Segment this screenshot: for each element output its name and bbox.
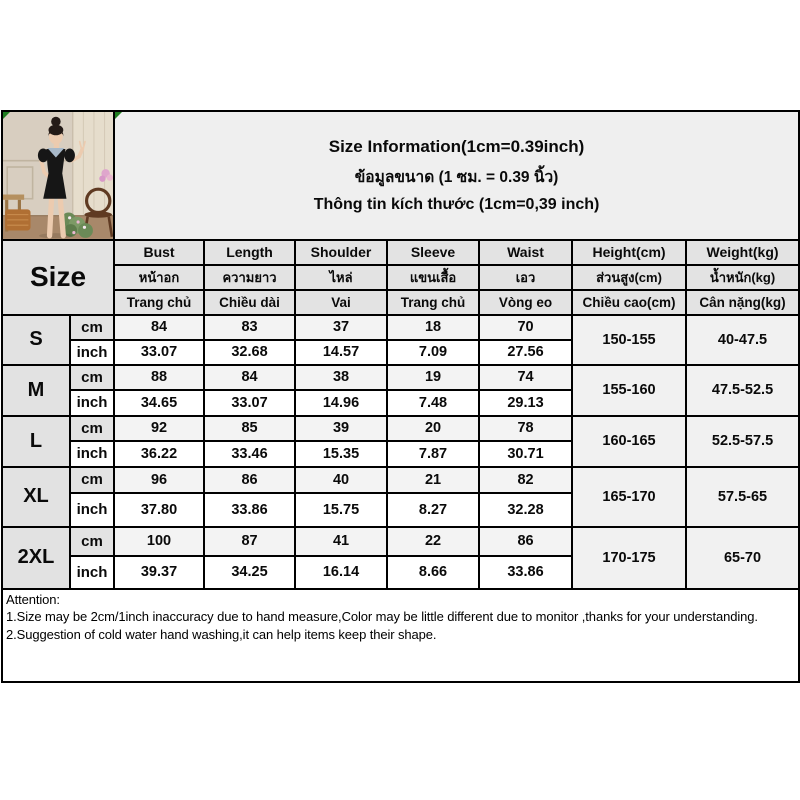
value-xl-inch-2: 15.75	[295, 493, 387, 527]
cell-flag-icon	[115, 112, 122, 119]
value-s-inch-3: 7.09	[387, 340, 479, 365]
value-l-cm-3: 20	[387, 416, 479, 441]
value-m-inch-1: 33.07	[204, 390, 295, 416]
unit-label-cm: cm	[70, 467, 114, 493]
col-header-shoulder-th: ไหล่	[295, 265, 387, 290]
value-xl-cm-1: 86	[204, 467, 295, 493]
value-xl-inch-0: 37.80	[114, 493, 204, 527]
value-m-inch-0: 34.65	[114, 390, 204, 416]
col-header-bust-vi: Trang chủ	[114, 290, 204, 315]
unit-label-cm: cm	[70, 527, 114, 556]
value-l-inch-2: 15.35	[295, 441, 387, 467]
attention-line-2: 2.Suggestion of cold water hand washing,it can help items keep their shape.	[6, 626, 437, 642]
height-range-m: 155-160	[572, 365, 686, 416]
col-header-heightcm-vi: Chiều cao(cm)	[572, 290, 686, 315]
value-l-inch-3: 7.87	[387, 441, 479, 467]
col-header-heightcm-en: Height(cm)	[572, 240, 686, 265]
unit-label-cm: cm	[70, 365, 114, 390]
value-xl-cm-4: 82	[479, 467, 572, 493]
size-info-title-cell	[114, 111, 799, 240]
col-header-waist-en: Waist	[479, 240, 572, 265]
value-s-inch-4: 27.56	[479, 340, 572, 365]
title-english: Size Information(1cm=0.39inch)	[328, 136, 585, 156]
attention-note	[1, 590, 800, 683]
value-m-inch-2: 14.96	[295, 390, 387, 416]
value-xl-cm-2: 40	[295, 467, 387, 493]
col-header-weightkg-en: Weight(kg)	[686, 240, 799, 265]
value-l-cm-4: 78	[479, 416, 572, 441]
size-label-xl: XL	[2, 467, 70, 527]
value-m-cm-1: 84	[204, 365, 295, 390]
col-header-length-vi: Chiều dài	[204, 290, 295, 315]
unit-label-inch: inch	[70, 340, 114, 365]
value-l-cm-1: 85	[204, 416, 295, 441]
value-2xl-inch-0: 39.37	[114, 556, 204, 589]
value-l-inch-1: 33.46	[204, 441, 295, 467]
value-s-cm-1: 83	[204, 315, 295, 340]
value-2xl-cm-2: 41	[295, 527, 387, 556]
unit-label-cm: cm	[70, 416, 114, 441]
value-m-cm-3: 19	[387, 365, 479, 390]
weight-range-l: 52.5-57.5	[686, 416, 799, 467]
unit-label-inch: inch	[70, 390, 114, 416]
value-2xl-inch-2: 16.14	[295, 556, 387, 589]
height-range-s: 150-155	[572, 315, 686, 365]
size-label-2xl: 2XL	[2, 527, 70, 589]
size-table	[1, 110, 800, 590]
product-photo	[3, 112, 113, 239]
col-header-weightkg-vi: Cân nặng(kg)	[686, 290, 799, 315]
row-l-cm	[2, 416, 799, 441]
size-column-header: Size	[2, 240, 114, 315]
col-header-shoulder-vi: Vai	[295, 290, 387, 315]
col-header-sleeve-en: Sleeve	[387, 240, 479, 265]
cell-flag-icon	[3, 112, 10, 119]
value-l-cm-2: 39	[295, 416, 387, 441]
value-2xl-cm-3: 22	[387, 527, 479, 556]
attention-title: Attention:	[6, 591, 60, 607]
attention-line-1: 1.Size may be 2cm/1inch inaccuracy due to hand measure,Color may be little different due to monitor ,thanks for your understanding.	[6, 609, 758, 625]
unit-label-cm: cm	[70, 315, 114, 340]
unit-label-inch: inch	[70, 556, 114, 589]
value-s-inch-1: 32.68	[204, 340, 295, 365]
value-2xl-cm-1: 87	[204, 527, 295, 556]
row-s-cm	[2, 315, 799, 340]
value-2xl-cm-0: 100	[114, 527, 204, 556]
value-2xl-inch-1: 34.25	[204, 556, 295, 589]
value-xl-inch-1: 33.86	[204, 493, 295, 527]
value-m-cm-2: 38	[295, 365, 387, 390]
weight-range-2xl: 65-70	[686, 527, 799, 589]
value-s-cm-0: 84	[114, 315, 204, 340]
value-2xl-cm-4: 86	[479, 527, 572, 556]
value-2xl-inch-3: 8.66	[387, 556, 479, 589]
unit-label-inch: inch	[70, 493, 114, 527]
value-s-inch-2: 14.57	[295, 340, 387, 365]
value-l-cm-0: 92	[114, 416, 204, 441]
col-header-weightkg-th: น้ำหนัก(kg)	[686, 265, 799, 290]
col-header-length-en: Length	[204, 240, 295, 265]
col-header-length-th: ความยาว	[204, 265, 295, 290]
col-header-waist-vi: Vòng eo	[479, 290, 572, 315]
value-xl-cm-3: 21	[387, 467, 479, 493]
col-header-bust-en: Bust	[114, 240, 204, 265]
height-range-xl: 165-170	[572, 467, 686, 527]
value-s-cm-2: 37	[295, 315, 387, 340]
weight-range-s: 40-47.5	[686, 315, 799, 365]
value-m-inch-4: 29.13	[479, 390, 572, 416]
value-s-inch-0: 33.07	[114, 340, 204, 365]
title-thai: ข้อมูลขนาด (1 ซม. = 0.39 นิ้ว)	[354, 168, 559, 186]
col-header-waist-th: เอว	[479, 265, 572, 290]
weight-range-xl: 57.5-65	[686, 467, 799, 527]
value-s-cm-3: 18	[387, 315, 479, 340]
size-label-m: M	[2, 365, 70, 416]
unit-label-inch: inch	[70, 441, 114, 467]
weight-range-m: 47.5-52.5	[686, 365, 799, 416]
col-header-bust-th: หน้าอก	[114, 265, 204, 290]
value-2xl-inch-4: 33.86	[479, 556, 572, 589]
value-m-cm-4: 74	[479, 365, 572, 390]
value-xl-inch-3: 8.27	[387, 493, 479, 527]
value-m-cm-0: 88	[114, 365, 204, 390]
row-m-cm	[2, 365, 799, 390]
value-xl-inch-4: 32.28	[479, 493, 572, 527]
height-range-2xl: 170-175	[572, 527, 686, 589]
value-l-inch-0: 36.22	[114, 441, 204, 467]
height-range-l: 160-165	[572, 416, 686, 467]
value-m-inch-3: 7.48	[387, 390, 479, 416]
col-header-sleeve-vi: Trang chủ	[387, 290, 479, 315]
value-l-inch-4: 30.71	[479, 441, 572, 467]
product-photo-cell	[2, 111, 114, 240]
size-chart-sheet	[1, 110, 798, 683]
col-header-shoulder-en: Shoulder	[295, 240, 387, 265]
title-vietnamese: Thông tin kích thước (1cm=0,39 inch)	[313, 195, 600, 213]
value-xl-cm-0: 96	[114, 467, 204, 493]
row-2xl-cm	[2, 527, 799, 556]
col-header-sleeve-th: แขนเสื้อ	[387, 265, 479, 290]
size-label-l: L	[2, 416, 70, 467]
size-label-s: S	[2, 315, 70, 365]
value-s-cm-4: 70	[479, 315, 572, 340]
row-xl-cm	[2, 467, 799, 493]
col-header-heightcm-th: ส่วนสูง(cm)	[572, 265, 686, 290]
